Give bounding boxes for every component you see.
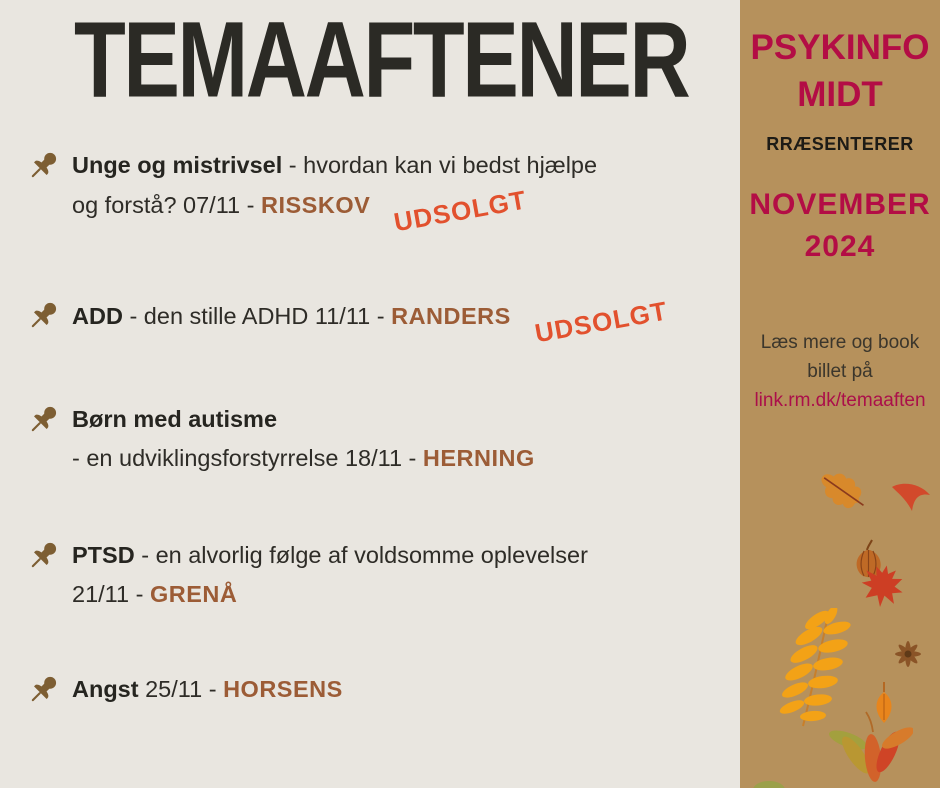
event-name: Angst	[72, 676, 139, 702]
event-item-unge-og-mistrivsel	[24, 146, 724, 238]
maple-leaf-image	[856, 564, 908, 617]
month-label	[740, 184, 940, 268]
event-city: RISSKOV	[261, 192, 371, 218]
event-item-ptsd	[24, 536, 724, 614]
soldout-stamp: UDSOLGT	[391, 184, 530, 238]
event-text	[72, 670, 724, 709]
event-city: HORSENS	[223, 676, 343, 702]
creeper-leaf-image	[828, 710, 913, 788]
pushpin-icon	[24, 401, 62, 439]
event-item-boern-med-autisme	[24, 400, 724, 478]
event-name: Børn med autisme	[72, 406, 278, 432]
poster-title: TEMAAFTENER	[74, 0, 689, 121]
red-leaf-fragment-image	[890, 481, 932, 520]
cta-line2: billet på	[807, 361, 873, 382]
event-text	[72, 146, 724, 238]
sidebar	[740, 0, 940, 788]
event-desc: - den stille ADHD 11/11 -	[122, 303, 392, 329]
star-anise-image	[892, 638, 924, 675]
cta-text	[740, 328, 940, 415]
event-name: ADD	[72, 303, 123, 329]
pushpin-icon	[24, 537, 62, 575]
event-desc: - en alvorlig følge af voldsomme oplevelser	[134, 542, 588, 568]
event-item-add	[24, 295, 724, 349]
event-city: GRENÅ	[149, 581, 238, 607]
event-text	[72, 536, 724, 614]
pushpin-icon	[24, 147, 62, 185]
booking-link: link.rm.dk/temaaften	[754, 390, 926, 411]
oak-leaf-image	[812, 460, 874, 527]
event-desc: 21/11 -	[72, 581, 150, 607]
cta-line1: Læs mere og book	[760, 332, 920, 353]
event-text	[72, 295, 724, 349]
event-desc: 25/11 -	[138, 676, 224, 702]
event-city: RANDERS	[391, 303, 511, 329]
event-city: HERNING	[422, 445, 535, 471]
event-text	[72, 400, 724, 478]
event-desc: og forstå? 07/11 -	[72, 192, 261, 218]
event-desc: - hvordan kan vi bedst hjælpe	[282, 152, 598, 178]
event-name: PTSD	[72, 542, 135, 568]
org-name-line2: MIDT	[797, 75, 883, 114]
pushpin-icon	[24, 671, 62, 709]
event-item-angst	[24, 670, 724, 709]
org-name-line1: PSYKINFO	[750, 28, 930, 67]
month-line2: 2024	[804, 230, 876, 263]
event-name: Unge og mistrivsel	[72, 152, 283, 178]
org-name	[740, 24, 940, 118]
pushpin-icon	[24, 297, 62, 335]
month-line1: NOVEMBER	[749, 188, 931, 221]
leaf-sliver-image	[752, 776, 786, 788]
event-desc: - en udviklingsforstyrrelse 18/11 -	[72, 445, 423, 471]
soldout-stamp: UDSOLGT	[532, 295, 670, 349]
presents-label: RRÆSENTERER	[766, 134, 914, 154]
